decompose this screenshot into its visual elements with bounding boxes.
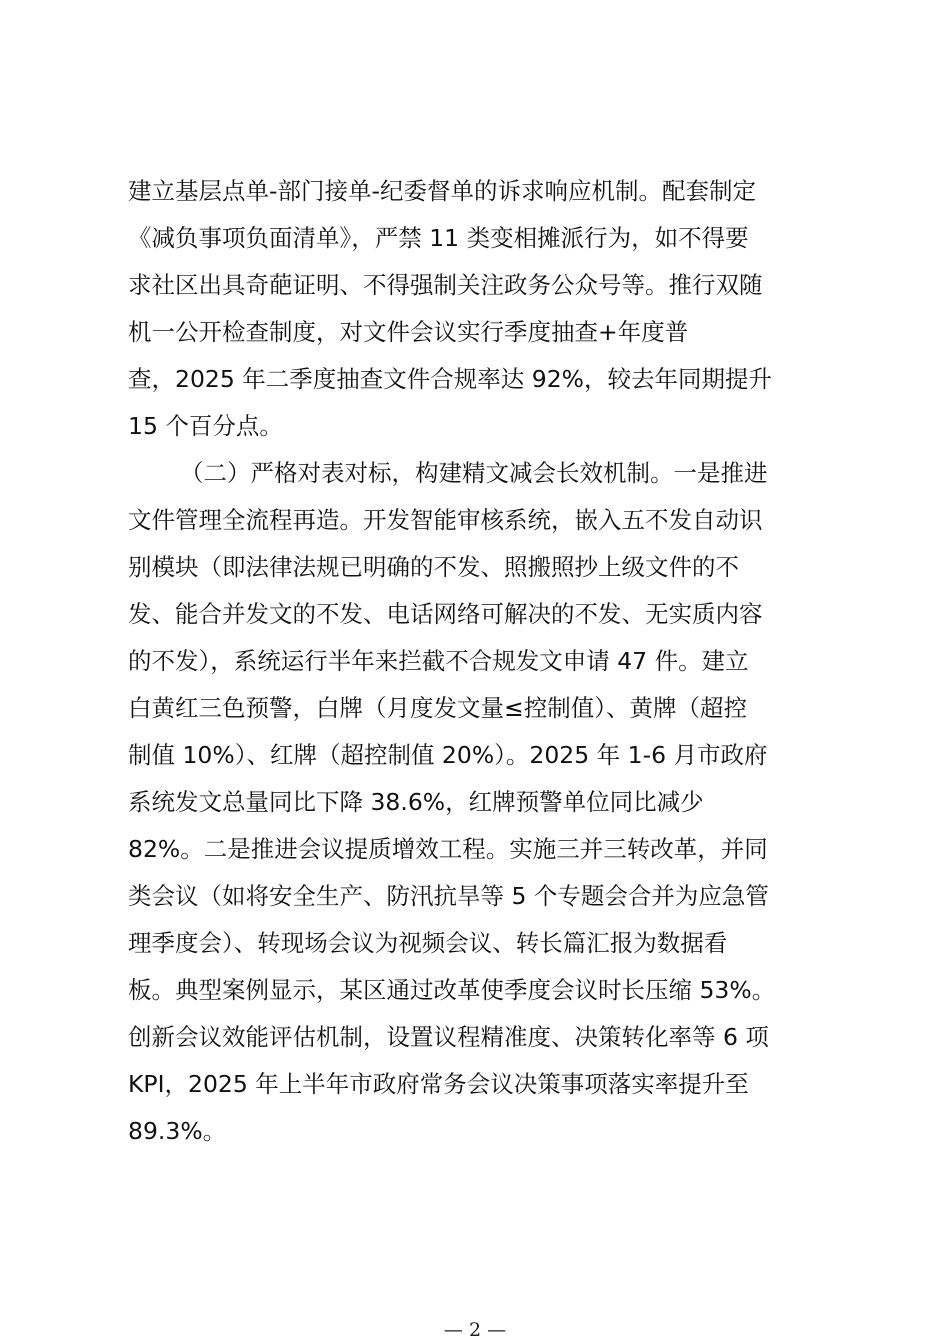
- text-line: 文件管理全流程再造。开发智能审核系统，嵌入五不发自动识: [128, 506, 763, 534]
- text-line: 别模块（即法律法规已明确的不发、照搬照抄上级文件的不: [128, 553, 739, 581]
- text-line: 系统发文总量同比下降 38.6%，红牌预警单位同比减少: [128, 788, 704, 816]
- text-line: KPI，2025 年上半年市政府常务会议决策事项落实率提升至: [128, 1070, 749, 1098]
- text-line: 89.3%。: [128, 1117, 227, 1145]
- text-line: 15 个百分点。: [128, 412, 283, 440]
- text-line: 理季度会）、转现场会议为视频会议、转长篇汇报为数据看: [128, 929, 728, 957]
- text-line: 建立基层点单-部门接单-纪委督单的诉求响应机制。配套制定: [128, 177, 756, 205]
- text-line: 白黄红三色预警，白牌（月度发文量≤控制值）、黄牌（超控: [128, 694, 747, 722]
- page-number: — 2 —: [443, 1319, 507, 1341]
- text-line: 类会议（如将安全生产、防汛抗旱等 5 个专题会合并为应急管: [128, 882, 769, 910]
- text-line: 求社区出具奇葩证明、不得强制关注政务公众号等。推行双随: [128, 271, 763, 299]
- text-line: 的不发），系统运行半年来拦截不合规发文申请 47 件。建立: [128, 647, 749, 675]
- text-line: 82%。二是推进会议提质增效工程。实施三并三转改革，并同: [128, 835, 768, 863]
- text-line: 查，2025 年二季度抽查文件合规率达 92%，较去年同期提升: [128, 365, 772, 393]
- body-text: [128, 168, 838, 1155]
- section-heading-line: （二）严格对表对标，构建精文减会长效机制。一是推进: [180, 459, 768, 487]
- text-line: 发、能合并发文的不发、电话网络可解决的不发、无实质内容: [128, 600, 763, 628]
- text-line: 板。典型案例显示，某区通过改革使季度会议时长压缩 53%。: [128, 976, 776, 1004]
- text-line: 机一公开检查制度，对文件会议实行季度抽查+年度普: [128, 318, 689, 346]
- text-line: 制值 10%）、红牌（超控制值 20%）。2025 年 1-6 月市政府: [128, 741, 768, 769]
- text-line: 创新会议效能评估机制，设置议程精准度、决策转化率等 6 项: [128, 1023, 769, 1051]
- text-line: 《减负事项负面清单》，严禁 11 类变相摊派行为，如不得要: [128, 224, 749, 252]
